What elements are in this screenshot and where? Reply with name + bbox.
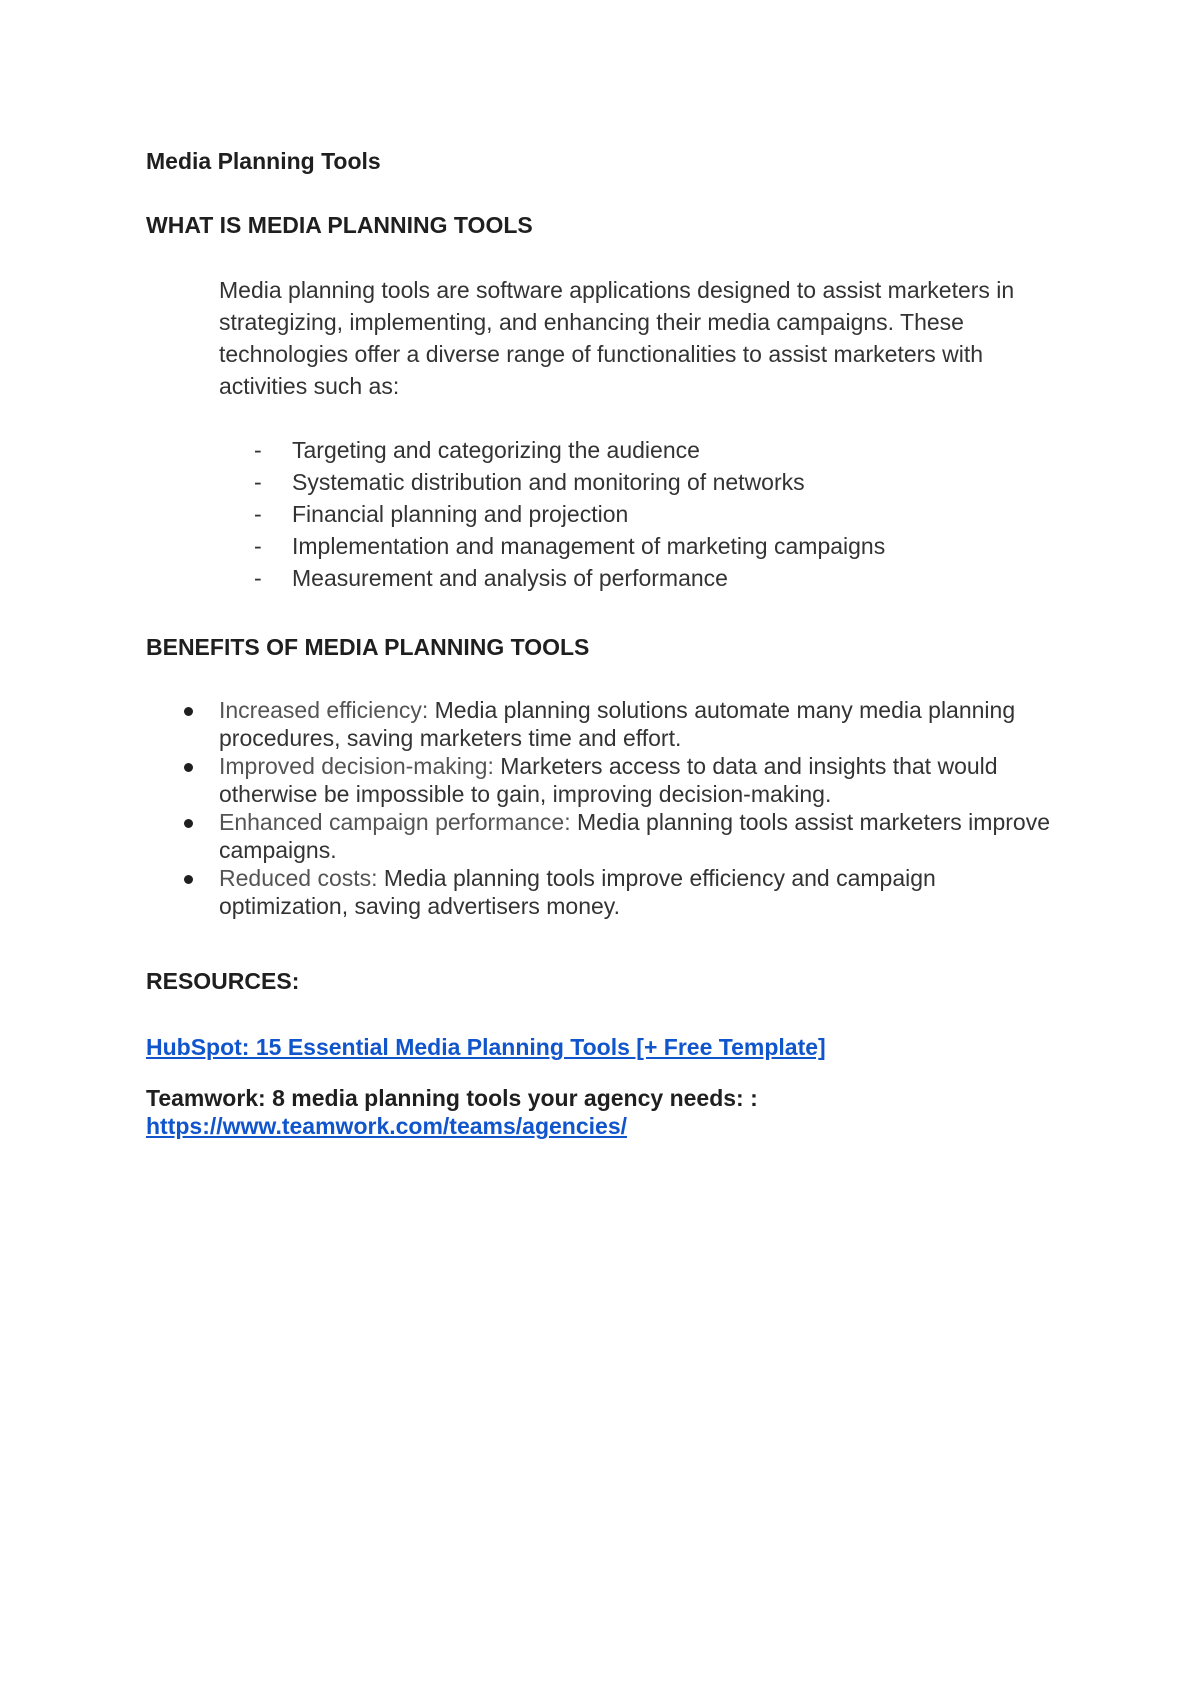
benefits-heading: BENEFITS OF MEDIA PLANNING TOOLS bbox=[146, 634, 590, 660]
activity-text: Targeting and categorizing the audience bbox=[292, 437, 700, 463]
dash-marker: - bbox=[254, 565, 262, 591]
benefits-list bbox=[184, 696, 1066, 920]
benefit-text: Media planning solutions automate many media planning procedures, saving marketers time and effort. bbox=[219, 697, 1016, 751]
activity-text: Implementation and management of marketing campaigns bbox=[292, 533, 886, 559]
list-item bbox=[184, 808, 1069, 864]
resources-heading: RESOURCES: bbox=[146, 968, 300, 994]
document-body bbox=[146, 146, 1066, 1140]
list-item bbox=[254, 466, 1066, 498]
benefit-term: Increased efficiency: bbox=[219, 697, 429, 723]
bullet-icon bbox=[184, 819, 193, 828]
list-item bbox=[184, 752, 1069, 808]
list-item bbox=[184, 696, 1069, 752]
bullet-icon bbox=[184, 875, 193, 884]
dash-marker: - bbox=[254, 533, 262, 559]
bullet-icon bbox=[184, 707, 193, 716]
benefit-text: Media planning tools assist marketers improve campaigns. bbox=[219, 809, 1050, 863]
benefit-text: Media planning tools improve efficiency and campaign optimization, saving advertisers money. bbox=[219, 865, 936, 919]
activity-text: Systematic distribution and monitoring of networks bbox=[292, 469, 805, 495]
dash-marker: - bbox=[254, 469, 262, 495]
what-heading: WHAT IS MEDIA PLANNING TOOLS bbox=[146, 212, 533, 238]
bullet-icon bbox=[184, 763, 193, 772]
list-item bbox=[184, 864, 1069, 920]
benefit-term: Reduced costs: bbox=[219, 865, 378, 891]
intro-paragraph: Media planning tools are software applications designed to assist marketers in strategizing, implementing, and enhancing their media campaigns. These technologies offer a diverse range of functionalities to assist marketers with activities such as: bbox=[219, 277, 1015, 399]
document-title: Media Planning Tools bbox=[146, 148, 381, 174]
teamwork-resource bbox=[146, 1084, 1066, 1140]
dash-marker: - bbox=[254, 501, 262, 527]
list-item bbox=[254, 434, 1066, 466]
activity-text: Measurement and analysis of performance bbox=[292, 565, 728, 591]
list-item bbox=[254, 498, 1066, 530]
teamwork-link[interactable]: https://www.teamwork.com/teams/agencies/ bbox=[146, 1113, 628, 1139]
benefit-term: Enhanced campaign performance: bbox=[219, 809, 571, 835]
benefit-term: Improved decision-making: bbox=[219, 753, 494, 779]
activities-list bbox=[254, 434, 1066, 594]
list-item bbox=[254, 562, 1066, 594]
teamwork-label: Teamwork: 8 media planning tools your agency needs: : bbox=[146, 1085, 758, 1111]
activity-text: Financial planning and projection bbox=[292, 501, 629, 527]
hubspot-link[interactable]: HubSpot: 15 Essential Media Planning Tools [+ Free Template] bbox=[146, 1034, 826, 1060]
dash-marker: - bbox=[254, 437, 262, 463]
list-item bbox=[254, 530, 1066, 562]
benefit-text: Marketers access to data and insights that would otherwise be impossible to gain, improving decision-making. bbox=[219, 753, 998, 807]
